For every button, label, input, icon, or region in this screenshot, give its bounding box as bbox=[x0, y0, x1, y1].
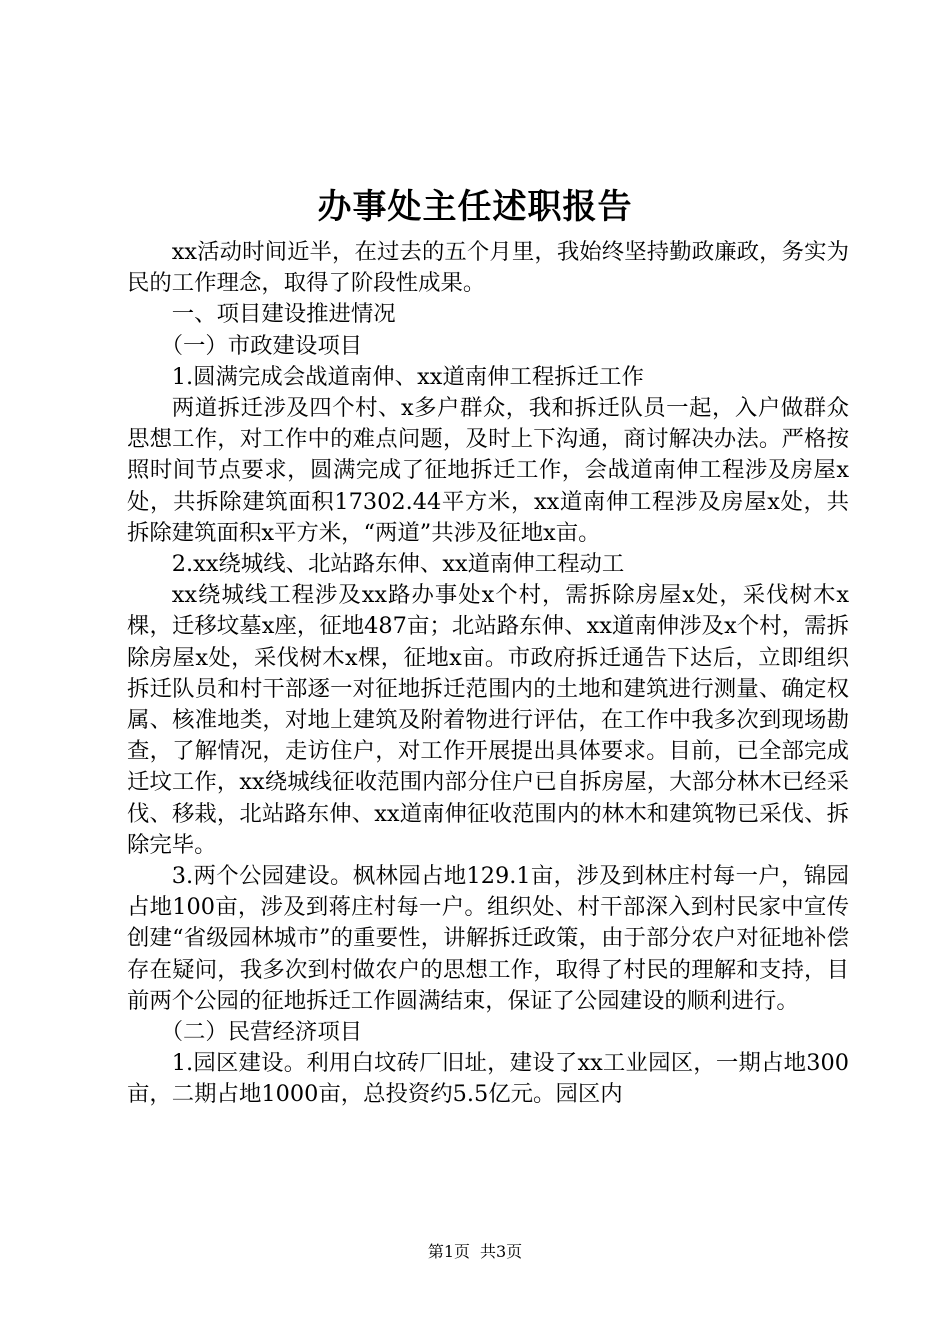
paragraph-item-1: 两道拆迁涉及四个村、x多户群众，我和拆迁队员一起，入户做群众思想工作，对工作中的难点问题，及时上下沟通，商讨解决办法。严格按照时间节点要求，圆满完成了征地拆迁工作，会战道南伸工程涉及房屋x处，共拆除建筑面积17302.44平方米，xx道南伸工程涉及房屋x处，共拆除建筑面积x平方米，“两道”共涉及征地x亩。 bbox=[127, 395, 849, 546]
section-heading-1: 一、项目建设推进情况 bbox=[171, 301, 396, 328]
paragraph-item-2: xx绕城线工程涉及xx路办事处x个村，需拆除房屋x处，采伐树木x棵，迁移坟墓x座，征地487亩；北站路东伸、xx道南伸涉及x个村，需拆除房屋x处，采伐树木x棵，征地x亩。市政府拆迁通告下达后，立即组织拆迁队员和村干部逐一对征地拆迁范围内的土地和建筑进行测量、确定权属、核准地类，对地上建筑及附着物进行评估，在工作中我多次到现场勘查，了解情况，走访住户，对工作开展提出具体要求。目前，已全部完成迁坟工作，xx绕城线征收范围内部分住户已自拆房屋，大部分林木已经采伐、移栽，北站路东伸、xx道南伸征收范围内的林木和建筑物已采伐、拆除完毕。 bbox=[127, 582, 849, 858]
page-total: 共3页 bbox=[480, 1242, 523, 1261]
paragraph-item-3: 3.两个公园建设。枫林园占地129.1亩，涉及到林庄村每一户，锦园占地100亩，涉及到蒋庄村每一户。组织处、村干部深入到村民家中宣传创建“省级园林城市”的重要性，讲解拆迁政策，由于部分农户对征地补偿存在疑问，我多次到村做农户的思想工作，取得了村民的理解和支持，目前两个公园的征地拆迁工作圆满结束，保证了公园建设的顺利进行。 bbox=[127, 863, 849, 1014]
subsection-heading-2: （二）民营经济项目 bbox=[160, 1019, 363, 1046]
paragraph-intro: xx活动时间近半，在过去的五个月里，我始终坚持勤政廉政，务实为民的工作理念，取得了阶段性成果。 bbox=[127, 239, 849, 297]
page-footer bbox=[0, 1240, 950, 1264]
page-number: 第1页 bbox=[427, 1242, 470, 1261]
document-body bbox=[127, 237, 849, 1111]
document-title: 办事处主任述职报告 bbox=[317, 187, 633, 227]
paragraph-item-4: 1.园区建设。利用白坟砖厂旧址，建设了xx工业园区，一期占地300亩，二期占地1000亩，总投资约5.5亿元。园区内 bbox=[127, 1050, 849, 1108]
subsection-heading-1: （一）市政建设项目 bbox=[160, 332, 363, 359]
item-heading-2: 2.xx绕城线、北站路东伸、xx道南伸工程动工 bbox=[171, 551, 625, 578]
item-heading-1: 1.圆满完成会战道南伸、xx道南伸工程拆迁工作 bbox=[171, 363, 644, 390]
